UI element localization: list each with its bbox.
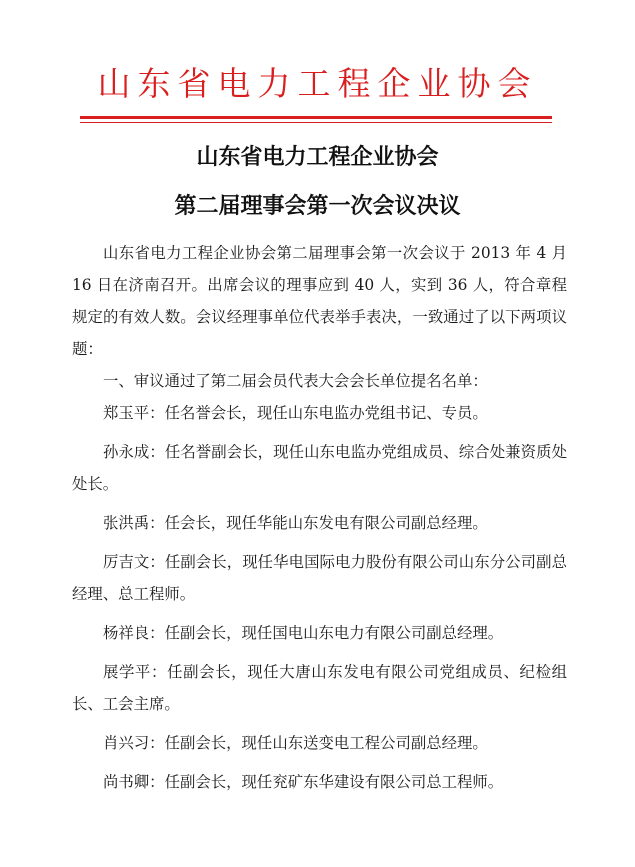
intro-paragraph: 山东省电力工程企业协会第二届理事会第一次会议于 2013 年 4 月 16 日在济南召开。出席会议的理事应到 40 人，实到 36 人，符合章程规定的有效人数。会议经理事单位代表举手表决，一致通过了以下两项议题： (72, 244, 567, 358)
person-name: 杨祥良： (103, 624, 165, 642)
person-name: 肖兴习： (103, 734, 165, 752)
document-title-line1: 山东省电力工程企业协会 (196, 145, 439, 170)
spacer (72, 649, 567, 656)
person-entry (72, 766, 567, 798)
person-entry (72, 507, 567, 539)
person-name: 郑玉平： (103, 404, 165, 422)
spacer (72, 720, 567, 727)
person-role: 任副会长，现任大唐山东发电有限公司党组成员、纪检组长、工会主席。 (72, 663, 567, 713)
document-title-line2: 第二届理事会第一次会议决议 (174, 194, 461, 219)
person-entry (72, 656, 567, 720)
spacer (72, 759, 567, 766)
person-entry (72, 546, 567, 610)
person-role: 任副会长，现任国电山东电力有限公司副总经理。 (164, 624, 504, 642)
letterhead-org-name: 山东省电力工程企业协会 (97, 64, 538, 103)
spacer (72, 429, 567, 436)
person-role: 任副会长，现任华电国际电力股份有限公司山东分公司副总经理、总工程师。 (72, 553, 567, 603)
person-role: 任名誉副会长，现任山东电监办党组成员、综合处兼资质处处长。 (72, 443, 567, 493)
person-name: 展学平： (103, 663, 168, 681)
person-name: 张洪禹： (103, 514, 165, 532)
letterhead-rule-thick (80, 116, 552, 119)
spacer (72, 500, 567, 507)
spacer (72, 539, 567, 546)
person-role: 任名誉会长，现任山东电监办党组书记、专员。 (164, 404, 488, 422)
section1-heading: 一、审议通过了第二届会员代表大会会长单位提名名单： (103, 372, 488, 390)
person-entry (72, 727, 567, 759)
letterhead-rule-thin (80, 122, 552, 123)
person-name: 厉吉文： (103, 553, 165, 571)
person-name: 孙永成： (103, 443, 165, 461)
person-entry (72, 397, 567, 429)
person-role: 任副会长，现任兖矿东华建设有限公司总工程师。 (164, 773, 504, 791)
document-body (72, 237, 567, 798)
person-role: 任副会长，现任山东送变电工程公司副总经理。 (164, 734, 488, 752)
spacer (72, 610, 567, 617)
person-name: 尚书卿： (103, 773, 165, 791)
person-entry (72, 436, 567, 500)
person-entry (72, 617, 567, 649)
person-role: 任会长，现任华能山东发电有限公司副总经理。 (164, 514, 488, 532)
